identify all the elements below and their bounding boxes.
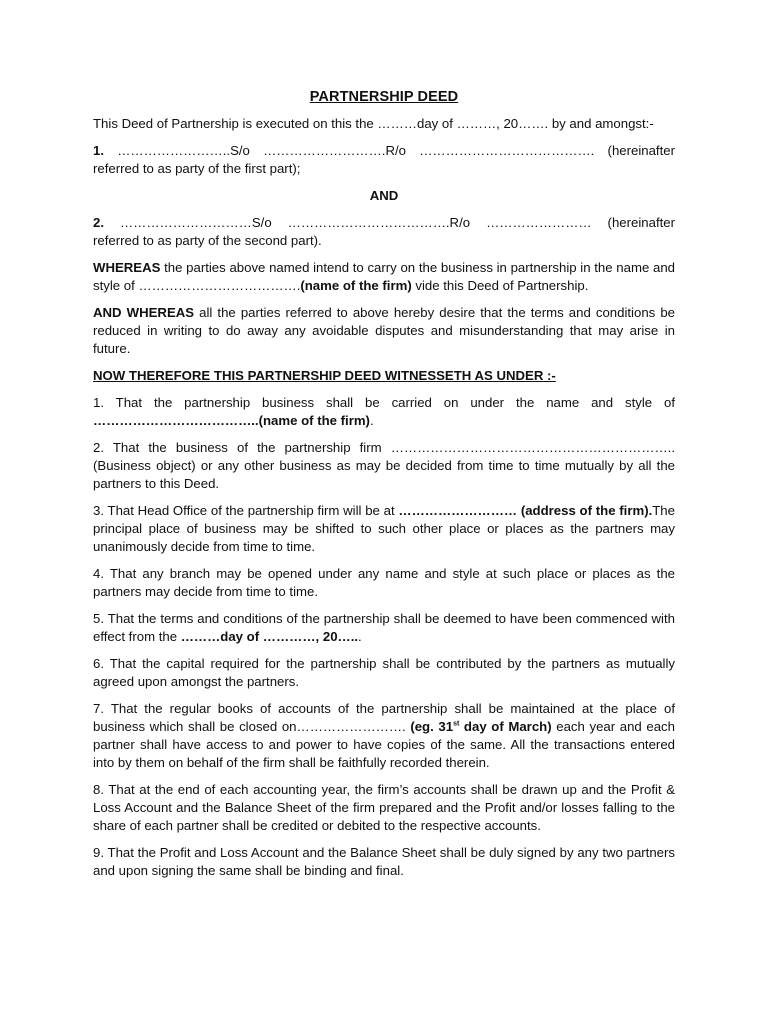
deed-page [93, 88, 675, 889]
clause-9: 9. That the Profit and Loss Account and the Balance Sheet shall be duly signed by any two partners and upon signing the same shall be binding and final. [93, 845, 675, 878]
clause-7 [93, 700, 675, 772]
clause-6: 6. That the capital required for the partnership shall be contributed by the partners as mutually agreed upon amongst the partners. [93, 656, 675, 689]
clause-8: 8. That at the end of each accounting year, the firm’s accounts shall be drawn up and the Profit & Loss Account and the Balance Sheet of the firm prepared and the Profit and/or losses falling to the share of each partner shall be credited or debited to the respective accounts. [93, 782, 675, 833]
party-two-text: …………………………S/o ……………………………….R/o …………………… (hereinafter referred to as party of the second part). [93, 215, 675, 248]
party-one-number: 1. [93, 143, 104, 158]
clause-7-superscript: st [453, 720, 460, 728]
whereas-text-b: vide this Deed of Partnership. [411, 278, 589, 293]
document-title: PARTNERSHIP DEED [309, 89, 459, 105]
clause-1-text-b: . [369, 413, 374, 428]
clause-5 [93, 610, 675, 646]
whereas-paragraph [93, 259, 675, 295]
clause-3-text-b: The principal place of business may be shifted to such other place or places as the partners may unanimously decide from time to time. [93, 503, 675, 554]
witnesseth-heading: NOW THEREFORE THIS PARTNERSHIP DEED WITNESSETH AS UNDER :- [93, 368, 556, 383]
whereas-text-a: the parties above named intend to carry on the business in partnership in the name and style of ………………………………. [93, 260, 675, 293]
party-one-paragraph [93, 142, 675, 178]
clause-5-text-a: 5. That the terms and conditions of the partnership shall be deemed to have been commenced with effect from the [93, 611, 675, 644]
clause-3-address: ……………………… (address of the firm). [398, 503, 653, 518]
clause-5-date: ………day of …………, 20….. [180, 629, 359, 644]
clause-3-text-a: 3. That Head Office of the partnership firm will be at [93, 503, 399, 518]
clause-7-example-b: day of March) [459, 719, 552, 734]
clause-5-text-b: . [358, 629, 362, 644]
clause-1-text-a: 1. That the partnership business shall be carried on under the name and style of [93, 395, 675, 410]
party-two-paragraph [93, 214, 675, 250]
clause-1 [93, 394, 675, 430]
clause-2: 2. That the business of the partnership firm ……………………………………………………….. (Business object) or any other business as may be decided from time to time mutually by all the partners to this Deed. [93, 440, 675, 491]
clause-7-example-a: (eg. 31 [410, 719, 454, 734]
clause-7-text-b: each year and each partner shall have access to and power to have copies of the same. All the transactions entered into by them on behalf of the firm shall be faithfully recorded therein. [93, 719, 675, 770]
party-one-text: ……………………..S/o ……………………….R/o …………………………………. (hereinafter referred to as party of the first part); [93, 143, 675, 176]
whereas-lead: WHEREAS [93, 260, 161, 275]
intro-paragraph: This Deed of Partnership is executed on this the ………day of ………, 20……. by and amongst:- [93, 116, 654, 131]
whereas-firm-name: (name of the firm) [300, 278, 412, 293]
clause-3 [93, 502, 675, 556]
and-whereas-lead: AND WHEREAS [93, 305, 195, 320]
and-whereas-text: all the parties referred to above hereby desire that the terms and conditions be reduced in writing to do away any avoidable disputes and misunderstanding that may arise in future. [93, 305, 675, 356]
and-whereas-paragraph [93, 304, 675, 358]
clause-1-firm-name: ………………………………..(name of the firm) [93, 413, 370, 428]
party-two-number: 2. [93, 215, 104, 230]
and-separator: AND [369, 188, 399, 203]
clause-7-text-a: 7. That the regular books of accounts of the partnership shall be maintained at the place of business which shall be closed on……………………. [93, 701, 675, 734]
clause-4: 4. That any branch may be opened under any name and style at such place or places as the partners may decide from time to time. [93, 566, 675, 599]
